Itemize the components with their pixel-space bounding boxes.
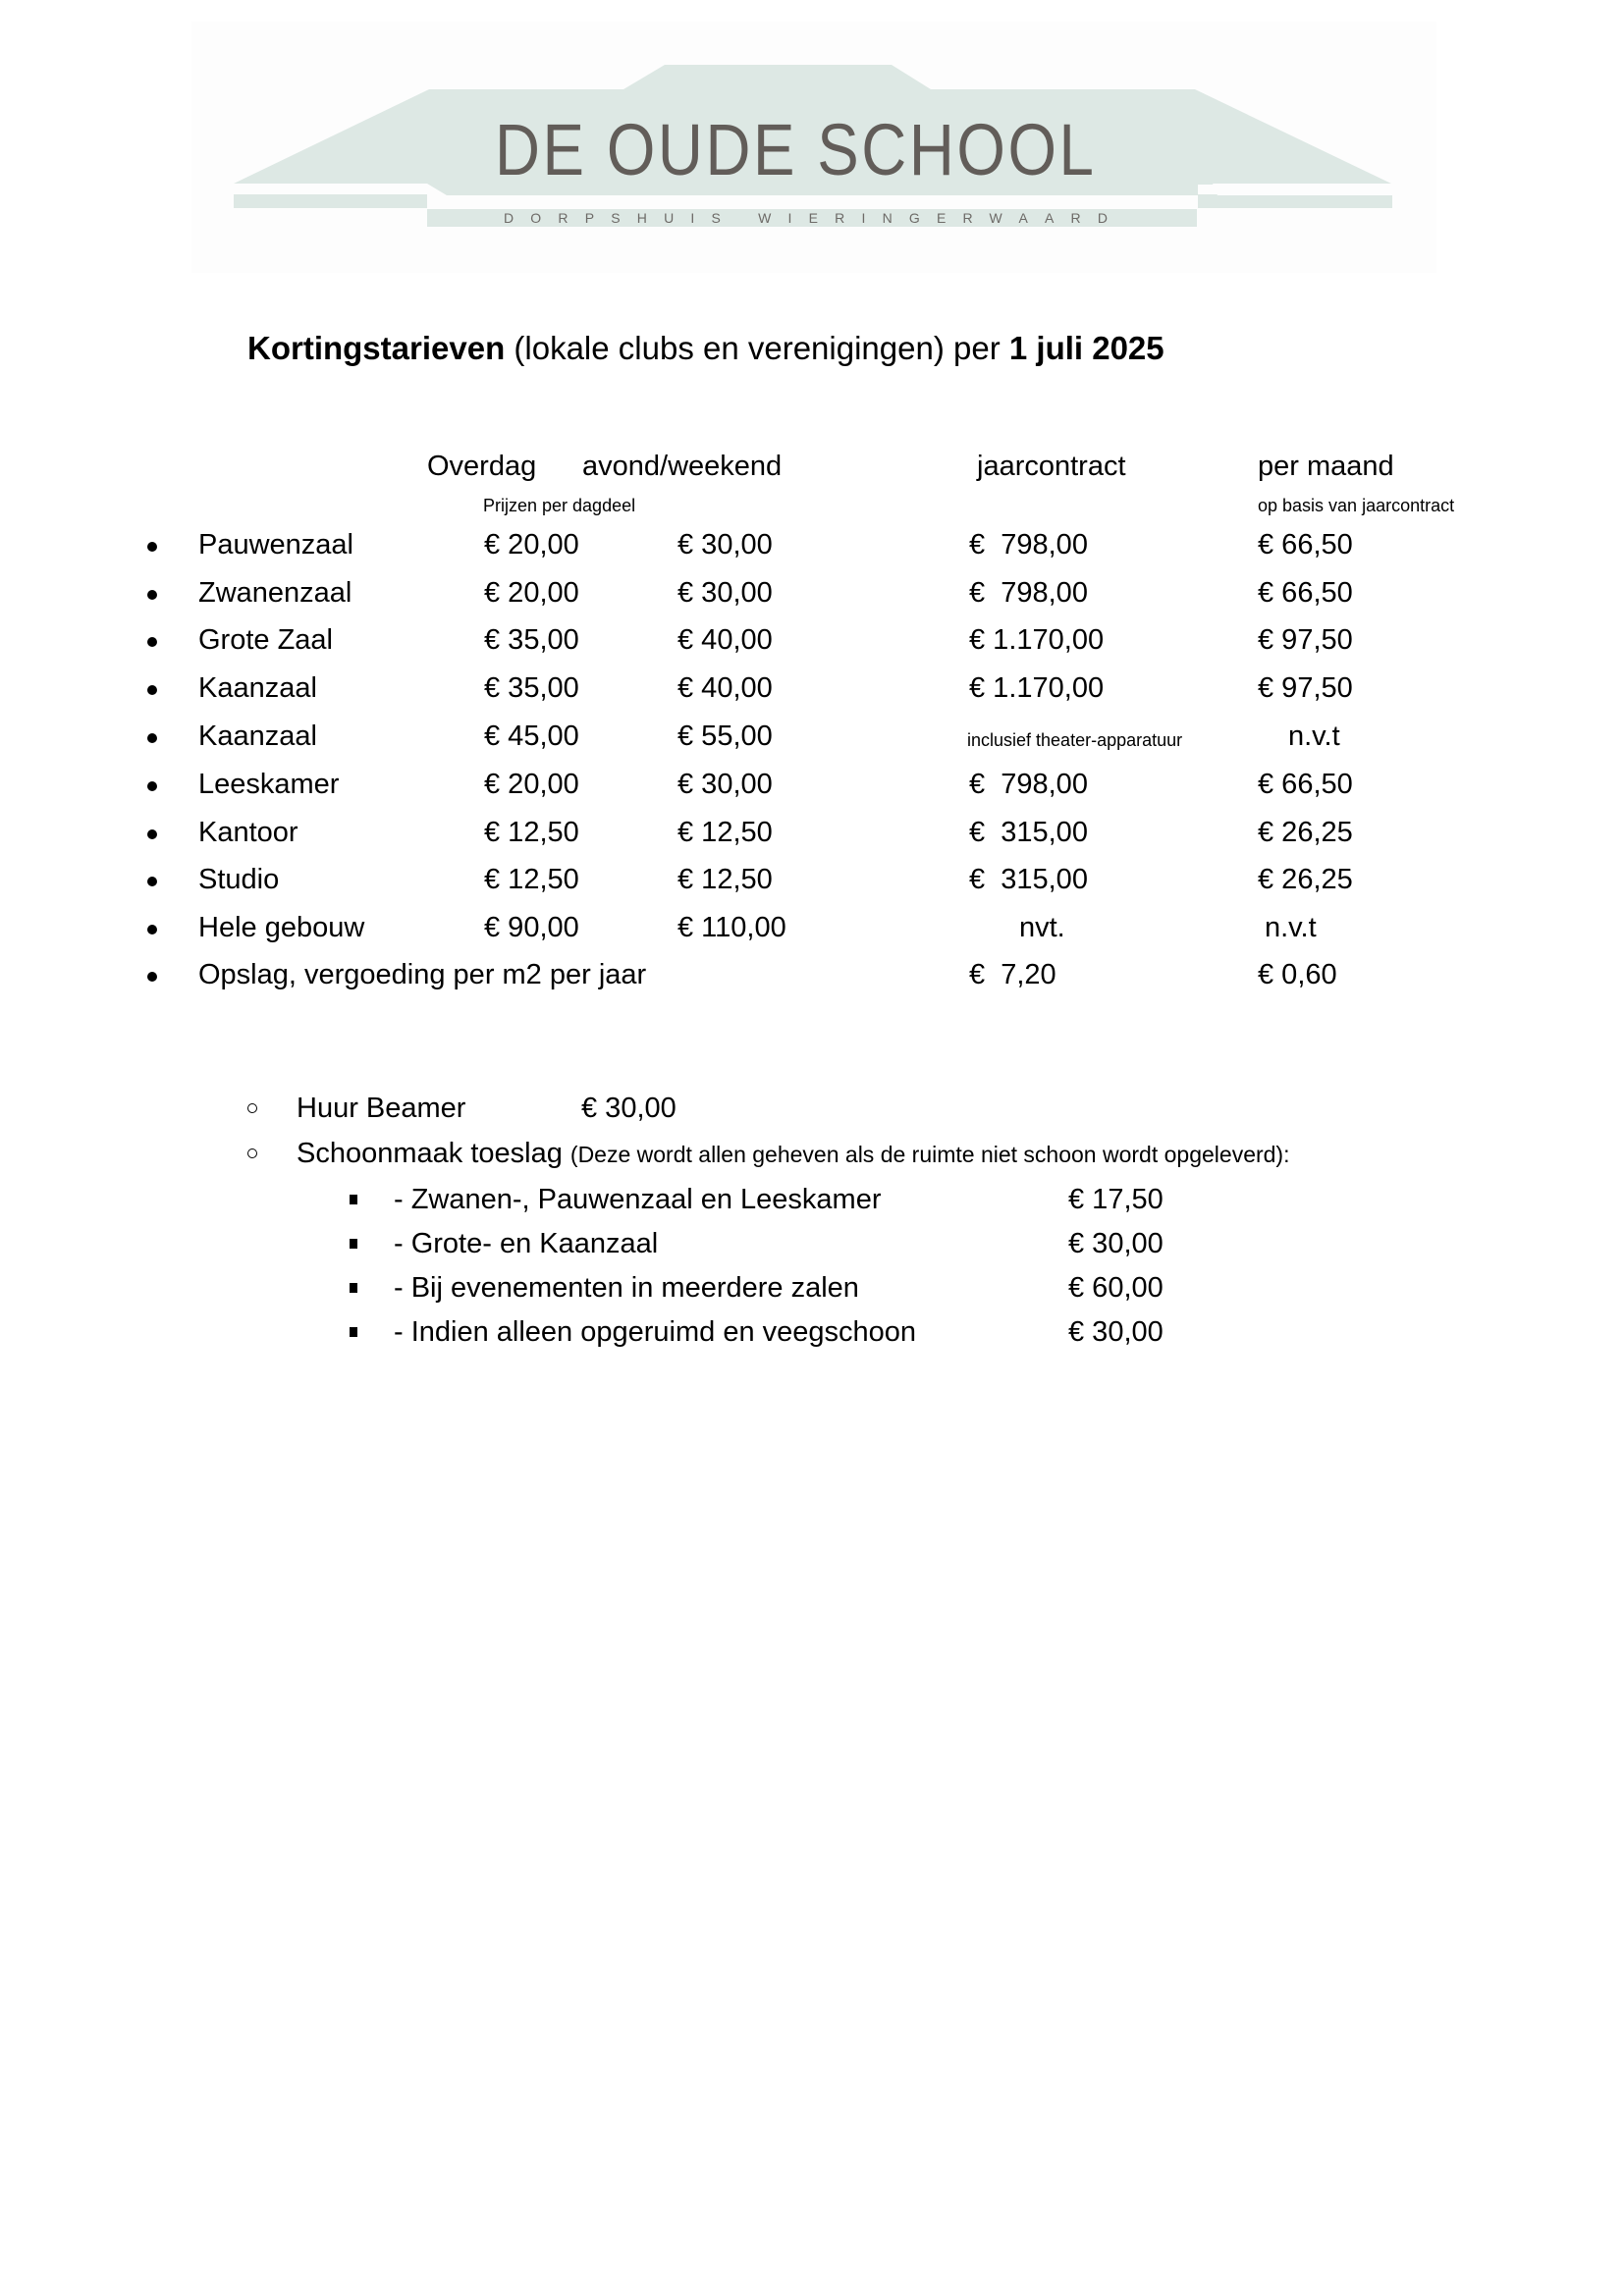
header-jaarcontract: jaarcontract [977, 451, 1126, 482]
item-price: € 60,00 [1068, 1272, 1164, 1304]
bullet-icon [147, 542, 157, 552]
bullet-icon [147, 733, 157, 743]
room-name: Kaanzaal [198, 721, 317, 752]
price-maand: € 66,50 [1258, 577, 1353, 609]
room-name: Pauwenzaal [198, 529, 353, 561]
price-maand: n.v.t [1288, 721, 1340, 752]
room-name: Kantoor [198, 817, 298, 848]
theater-note: inclusief theater-apparatuur [967, 730, 1183, 750]
price-jaar: € 1.170,00 [969, 672, 1105, 704]
subheader-dagdeel: Prijzen per dagdeel [483, 496, 636, 515]
square-bullet-icon [350, 1239, 357, 1249]
price-maand: n.v.t [1265, 912, 1317, 943]
schoonmaak-label [297, 1137, 1289, 1171]
price-jaar: € 798,00 [969, 769, 1088, 800]
room-name: Hele gebouw [198, 912, 365, 943]
price-maand: € 66,50 [1258, 529, 1353, 561]
price-jaar: nvt. [1019, 912, 1065, 943]
price-avond: € 30,00 [677, 577, 773, 609]
item-label: - Bij evenementen in meerdere zalen [394, 1272, 859, 1304]
item-label: - Zwanen-, Pauwenzaal en Leeskamer [394, 1184, 882, 1215]
price-jaar: € 798,00 [969, 577, 1088, 609]
price-jaar: € 315,00 [969, 864, 1088, 895]
square-bullet-icon [350, 1195, 357, 1204]
bullet-icon [147, 829, 157, 839]
price-jaar: € 1.170,00 [969, 624, 1105, 656]
item-price: € 30,00 [1068, 1228, 1164, 1259]
bullet-icon [147, 637, 157, 647]
header-overdag: Overdag [427, 451, 537, 482]
circle-bullet-icon [247, 1103, 257, 1113]
circle-bullet-icon [247, 1148, 257, 1158]
header-avond-weekend: avond/weekend [582, 451, 783, 482]
price-maand: € 97,50 [1258, 672, 1353, 704]
price-jaar: € 315,00 [969, 817, 1088, 848]
price-avond: € 40,00 [677, 624, 773, 656]
title-date: 1 juli 2025 [1008, 330, 1164, 366]
bullet-icon [147, 877, 157, 886]
room-name: Leeskamer [198, 769, 340, 800]
price-overdag: € 20,00 [484, 529, 579, 561]
item-price: € 17,50 [1068, 1184, 1164, 1215]
price-maand: € 66,50 [1258, 769, 1353, 800]
schoonmaak-note: (Deze wordt allen geheven als de ruimte niet schoon wordt opgeleverd): [569, 1142, 1290, 1167]
price-overdag: € 20,00 [484, 769, 579, 800]
room-name: Studio [198, 864, 280, 895]
logo-subtitle: DORPSHUIS WIERINGERWAARD [504, 210, 1125, 226]
header-per-maand: per maand [1258, 451, 1394, 482]
price-overdag: € 20,00 [484, 577, 579, 609]
bullet-icon [147, 590, 157, 600]
room-name: Opslag, vergoeding per m2 per jaar [198, 959, 647, 990]
price-avond: € 40,00 [677, 672, 773, 704]
title-normal: (lokale clubs en verenigingen) per [505, 330, 1009, 366]
bullet-icon [147, 685, 157, 695]
price-overdag: € 45,00 [484, 721, 579, 752]
room-name: Kaanzaal [198, 672, 317, 704]
subheader-per-maand: op basis van jaarcontract [1258, 496, 1455, 515]
price-overdag: € 12,50 [484, 864, 579, 895]
beamer-price: € 30,00 [581, 1093, 677, 1124]
room-name: Grote Zaal [198, 624, 333, 656]
item-label: - Grote- en Kaanzaal [394, 1228, 659, 1259]
logo-title: DE OUDE SCHOOL [495, 109, 1097, 190]
price-maand: € 26,25 [1258, 864, 1353, 895]
square-bullet-icon [350, 1327, 357, 1337]
price-avond: € 12,50 [677, 817, 773, 848]
schoonmaak-title: Schoonmaak toeslag [297, 1138, 570, 1169]
title-bold: Kortingstarieven [247, 330, 506, 366]
price-overdag: € 35,00 [484, 624, 579, 656]
price-avond: € 12,50 [677, 864, 773, 895]
price-overdag: € 90,00 [484, 912, 579, 943]
price-jaar: € 7,20 [969, 959, 1056, 990]
price-maand: € 0,60 [1258, 959, 1337, 990]
logo [191, 22, 1436, 273]
square-bullet-icon [350, 1283, 357, 1293]
price-avond: € 30,00 [677, 769, 773, 800]
bullet-icon [147, 925, 157, 934]
price-maand: € 26,25 [1258, 817, 1353, 848]
bullet-icon [147, 781, 157, 791]
item-price: € 30,00 [1068, 1316, 1164, 1348]
item-label: - Indien alleen opgeruimd en veegschoon [394, 1316, 917, 1348]
price-overdag: € 35,00 [484, 672, 579, 704]
price-overdag: € 12,50 [484, 817, 579, 848]
price-maand: € 97,50 [1258, 624, 1353, 656]
price-avond: € 55,00 [677, 721, 773, 752]
price-jaar: € 798,00 [969, 529, 1088, 561]
price-avond: € 30,00 [677, 529, 773, 561]
price-avond: € 110,00 [677, 912, 786, 943]
bullet-icon [147, 972, 157, 982]
page-title [247, 329, 1164, 368]
room-name: Zwanenzaal [198, 577, 352, 609]
beamer-label: Huur Beamer [297, 1093, 466, 1124]
